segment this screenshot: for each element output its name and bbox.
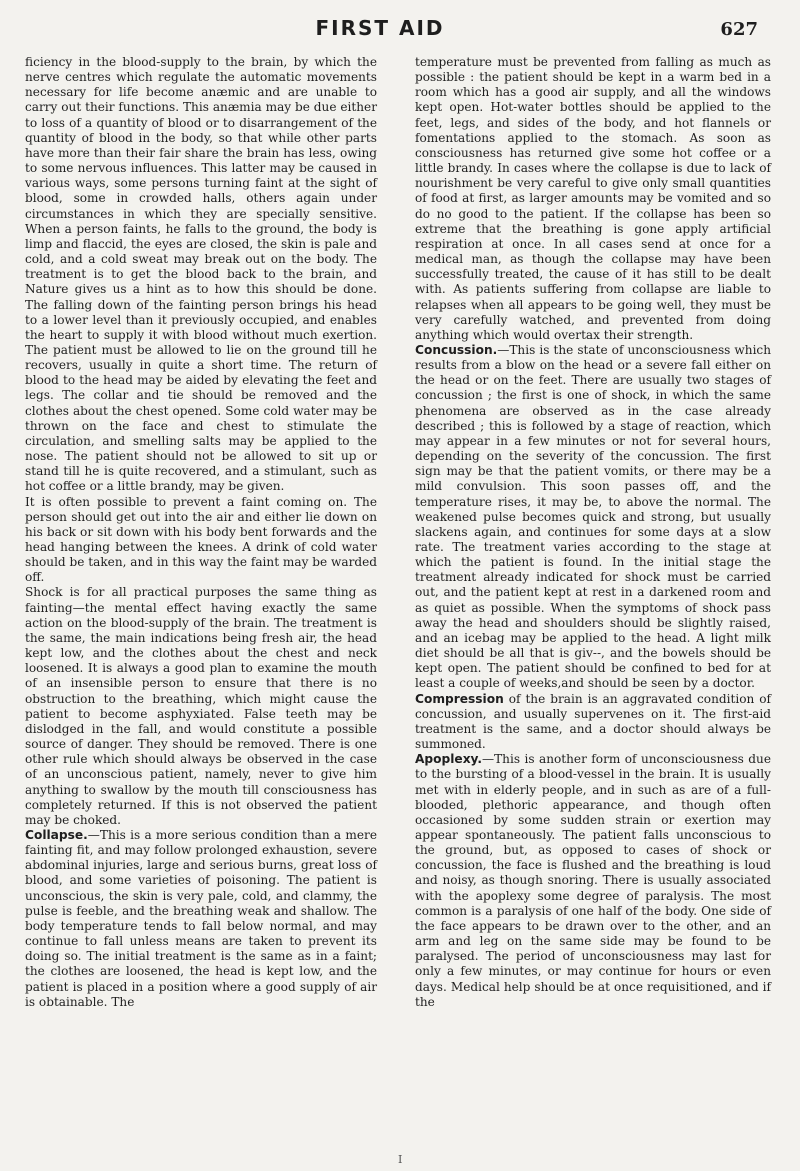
running-header — [0, 16, 800, 46]
term-concussion: Concussion. — [415, 342, 498, 357]
term-compression: Compression — [415, 691, 504, 706]
paragraph-concussion — [415, 343, 771, 692]
term-collapse: Collapse. — [25, 827, 88, 842]
page-number: 627 — [720, 19, 758, 40]
paragraph-shock: Shock is for all practical purposes the same thing as fainting—the mental effect having exactly the same action on the blood-supply of the brain. The treatment is the same, the main indications being fresh air, the head kept low, and the clothes about the chest and neck loosened. It is always a good plan to examine the mouth of an insensible person to ensure that there is no obstruction to the breathing, which might cause the patient to become asphyxiated. False teeth may be dislodged in the fall, and would constitute a possible source of danger. They should be removed. There is one other rule which should always be observed in the case of an unconscious patient, namely, never to give him anything to swallow by the mouth till consciousness has completely returned. If this is not observed the patient may be choked. — [25, 585, 377, 827]
left-column — [25, 55, 377, 1010]
footer-mark: I — [398, 1153, 403, 1166]
compression-body: of the brain is an aggravated condition of concussion, and usually supervenes on it. The first-aid treatment is the same, and a doctor should always be summoned. — [415, 691, 771, 752]
paragraph-collapse-continued: temperature must be prevented from falling as much as possible : the patient should be kept in a warm bed in a room which has a good air supply, and all the windows kept open. Hot-water bottles should be applied to the feet, legs, and sides of the body, and hot flannels or fomentations applied to the stomach. As soon as consciousness has returned give some hot coffee or a little brandy. In cases where the collapse is due to lack of nourishment be very careful to give only small quantities of food at first, as larger amounts may be vomited and so do no good to the patient. If the collapse has been so extreme that the breathing is gone apply artificial respiration at once. In all cases send at once for a medical man, as though the collapse may have been successfully treated, the cause of it has still to be dealt with. As patients suffering from collapse are liable to relapses when all appears to be going well, they must be very carefully watched, and prevented from doing anything which would overtax their strength. — [415, 55, 771, 342]
paragraph-prevent-faint: It is often possible to prevent a faint coming on. The person should get out into the air and either lie down on his back or sit down with his body bent forwards and the head hanging between the knees. A drink of cold water should be taken, and in this way the faint may be warded off. — [25, 494, 377, 585]
apoplexy-body: —This is another form of unconsciousness due to the bursting of a blood-vessel in the brain. It is usually met with in elderly people, and in such as are of a full-blooded, plethoric appearance, and though often occasioned by some sudden strain or exertion may appear spontaneously. The patient falls unconscious to the ground, but, as opposed to cases of shock or concussion, the face is flushed and the breathing is loud and noisy, as though snoring. There is usually associated with the apoplexy some degree of paralysis. The most common is a paralysis of one half of the body. One side of the face appears to be drawn over to the other, and an arm and leg on the same side may be found to be paralysed. The period of unconsciousness may last for only a few minutes, or may continue for hours or even days. Medical help should be at once requisitioned, and if the — [415, 752, 771, 1009]
paragraph-collapse — [25, 828, 377, 1010]
concussion-body: —This is the state of unconsciousness which results from a blow on the head or a severe fall either on the head or on the feet. There are usually two stages of concussion ; the first is one of shock, in which the same phenomena are observed as in the case already described ; this is followed by a stage of reaction, which may appear in a few minutes or not for several hours, depending on the severity of the concussion. The first sign may be that the patient vomits, or there may be a mild convulsion. This soon passes off, and the temperature rises, it may be, to above the normal. The weakened pulse becomes quick and strong, but usually slackens again, and continues for some days at a slow rate. The treatment varies according to the stage at which the patient is found. In the initial stage the treatment already indicated for shock must be carried out, and the patient kept at rest in a darkened room and as quiet as possible. When the symptoms of shock pass away the head and shoulders should be slightly raised, and an icebag may be applied to the head. A light milk diet should be all that is giv--, and the bowels should be kept open. The patient should be confined to bed for at least a couple of weeks,and should be seen by a doctor. — [415, 342, 771, 691]
term-apoplexy: Apoplexy. — [415, 752, 483, 767]
paragraph-fainting-continued: ficiency in the blood-supply to the brain, by which the nerve centres which regulate the automatic movements necessary for life become anæmic and are unable to carry out their functions. This anæmia may be due either to loss of a quantity of blood or to disarrangement of the quantity of blood in the body, so that while other parts have more than their fair share the brain has less, owing to some nervous influences. This latter may be caused in various ways, some persons turning faint at the sight of blood, some in crowded halls, others again under circumstances in which they are specially sensitive. When a person faints, he falls to the ground, the body is limp and flaccid, the eyes are closed, the skin is pale and cold, and a cold sweat may break out on the body. The treatment is to get the blood back to the brain, and Nature gives us a hint as to how this should be done. The falling down of the fainting person brings his head to a lower level than it previously occupied, and enables the heart to supply it with blood without much exertion. The patient must be allowed to lie on the ground till he recovers, usually in quite a short time. The return of blood to the head may be aided by elevating the feet and legs. The collar and tie should be removed and the clothes about the chest opened. Some cold water may be thrown on the face and chest to stimulate the circulation, and smelling salts may be applied to the nose. The patient should not be allowed to sit up or stand till he is quite recovered, and a stimulant, such as hot coffee or a little brandy, may be given. — [25, 55, 377, 494]
paragraph-compression — [415, 692, 771, 753]
collapse-body: —This is a more serious condition than a mere fainting fit, and may follow prolonged exhaustion, severe abdominal injuries, large and serious burns, great loss of blood, and some varieties of poisoning. The patient is unconscious, the skin is very pale, cold, and clammy, the pulse is feeble, and the breathing weak and shallow. The body temperature tends to fall below normal, and may continue to fall unless means are taken to prevent its doing so. The initial treatment is the same as in a faint; the clothes are loosened, the head is kept low, and the patient is placed in a position where a good supply of air is obtainable. The — [25, 827, 377, 1009]
paragraph-apoplexy — [415, 752, 771, 1010]
right-column — [415, 55, 771, 1010]
page-title: FIRST AID — [315, 16, 445, 40]
